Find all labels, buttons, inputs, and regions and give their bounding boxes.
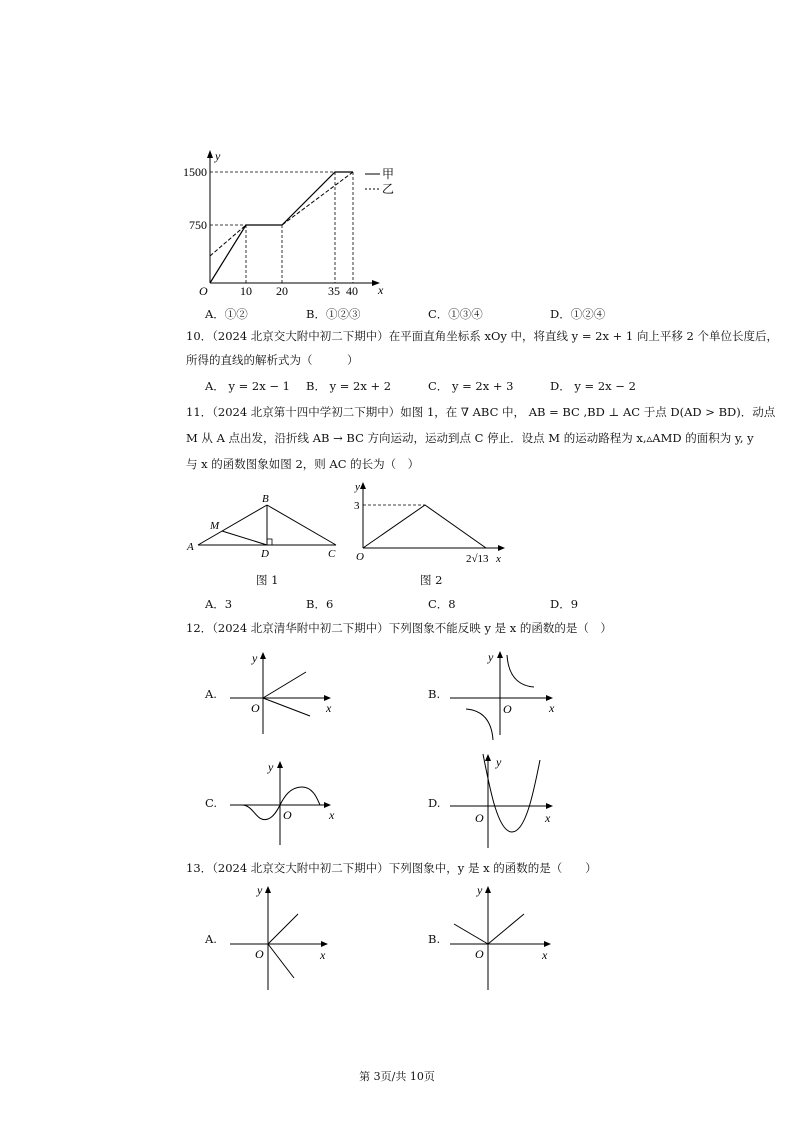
q12-label-d[interactable]: D. xyxy=(428,796,441,810)
q11-fig2-y-label: y xyxy=(355,481,360,493)
q12a-y-label: y xyxy=(252,651,258,665)
q9-option-c[interactable]: C．①③④ xyxy=(428,307,483,321)
q9-ytick-1500: 1500 xyxy=(183,165,207,179)
q9-ytick-750: 750 xyxy=(189,218,207,232)
q9-line-yi xyxy=(210,172,353,256)
q9-xtick-40: 40 xyxy=(346,284,358,298)
q12c-x-label: x xyxy=(329,808,335,822)
q10-option-a[interactable]: A． y = 2x − 1 xyxy=(205,379,290,393)
q11-fig1-label-c: C xyxy=(328,548,336,560)
q12b-y-label: y xyxy=(488,650,494,664)
q11-fig1-label-b: B xyxy=(262,493,269,505)
q9-line-jia xyxy=(210,172,353,283)
q11-fig1-label-a: A xyxy=(187,541,194,553)
q13-label-b[interactable]: B. xyxy=(428,932,441,946)
q10-option-b[interactable]: B． y = 2x + 2 xyxy=(306,379,392,393)
q11-stem-line3: 与 x 的函数图象如图 2，则 AC 的长为（ ） xyxy=(186,457,420,471)
q9-option-b[interactable]: B．①②③ xyxy=(306,307,361,321)
q11-stem-line1: 11．（2024 北京第十四中学初二下期中）如图 1，在 ∇ ABC 中， AB = BC ,BD ⊥ AC 于点 D(AD > BD)．动点 xyxy=(186,405,776,419)
q12-graph-a[interactable] xyxy=(228,648,340,740)
q12-stem: 12．（2024 北京清华附中初二下期中）下列图象不能反映 y 是 x 的函数的是（ ） xyxy=(186,621,612,635)
q9-origin: O xyxy=(199,284,208,298)
page-footer: 第 3页/共 10页 xyxy=(359,1070,435,1083)
q11-stem-line2: M 从 A 点出发，沿折线 AB → BC 方向运动，运动到点 C 停止．设点 M 的运动路程为 x,▵AMD 的面积为 y, y xyxy=(186,431,754,445)
q13b-origin: O xyxy=(475,947,484,961)
q11-option-b[interactable]: B．6 xyxy=(306,597,334,611)
q13-stem: 13．（2024 北京交大附中初二下期中）下列图象中，y 是 x 的函数的是（ ） xyxy=(186,861,597,875)
q13a-x-label: x xyxy=(320,948,326,962)
q9-xtick-20: 20 xyxy=(276,284,288,298)
q12-graph-d[interactable] xyxy=(448,750,563,850)
q9-xtick-10: 10 xyxy=(240,284,252,298)
q9-chart xyxy=(175,148,405,298)
q11-option-d[interactable]: D．9 xyxy=(550,597,579,611)
q13a-origin: O xyxy=(255,947,264,961)
q13b-y-label: y xyxy=(477,883,483,897)
q11-fig2-x-label: x xyxy=(496,553,501,565)
q11-fig2-origin: O xyxy=(356,551,364,563)
q9-xtick-35: 35 xyxy=(328,284,340,298)
q11-figure2 xyxy=(350,478,515,566)
q12-label-a[interactable]: A. xyxy=(205,687,217,701)
q12-graph-b[interactable] xyxy=(448,645,563,740)
q9-legend-jia: 甲 xyxy=(382,167,395,181)
q11-fig2-caption: 图 2 xyxy=(420,573,443,587)
q12d-y-label: y xyxy=(496,755,502,769)
q9-y-label: y xyxy=(215,149,221,163)
q10-option-d[interactable]: D． y = 2x − 2 xyxy=(550,379,636,393)
q12c-y-label: y xyxy=(268,760,274,774)
q12b-origin: O xyxy=(503,702,512,716)
q12d-x-label: x xyxy=(545,811,551,825)
q11-option-c[interactable]: C．8 xyxy=(428,597,456,611)
q13-graph-a[interactable] xyxy=(228,880,338,992)
q12b-x-label: x xyxy=(549,701,555,715)
q12-label-b[interactable]: B. xyxy=(428,687,441,701)
q13a-y-label: y xyxy=(257,883,263,897)
q12d-origin: O xyxy=(475,811,484,825)
q12a-origin: O xyxy=(251,701,260,715)
q11-fig2-ytick: 3 xyxy=(354,500,360,512)
q11-fig1-caption: 图 1 xyxy=(256,573,279,587)
q12-label-c[interactable]: C. xyxy=(205,796,218,810)
q11-fig1-label-m: M xyxy=(210,520,220,532)
q11-figure1 xyxy=(180,488,350,563)
q9-legend-yi: 乙 xyxy=(382,182,395,196)
q13-graph-b[interactable] xyxy=(448,880,563,992)
q13-label-a[interactable]: A. xyxy=(205,932,217,946)
q13b-x-label: x xyxy=(542,948,548,962)
q12-graph-c[interactable] xyxy=(228,757,343,847)
q10-stem-line1: 10．（2024 北京交大附中初二下期中）在平面直角坐标系 xOy 中，将直线 y = 2x + 1 向上平移 2 个单位长度后， xyxy=(186,329,778,343)
q12c-origin: O xyxy=(283,808,292,822)
q11-fig2-xtick: 2√13 xyxy=(466,553,489,565)
q9-x-label: x xyxy=(378,283,384,297)
q12a-x-label: x xyxy=(326,701,332,715)
q11-option-a[interactable]: A．3 xyxy=(205,597,233,611)
q10-option-c[interactable]: C． y = 2x + 3 xyxy=(428,379,514,393)
q9-option-a[interactable]: A．①② xyxy=(205,307,248,321)
q11-fig1-label-d: D xyxy=(261,548,269,560)
q9-option-d[interactable]: D．①②④ xyxy=(550,307,606,321)
q10-stem-line2: 所得的直线的解析式为（ ） xyxy=(186,353,359,367)
